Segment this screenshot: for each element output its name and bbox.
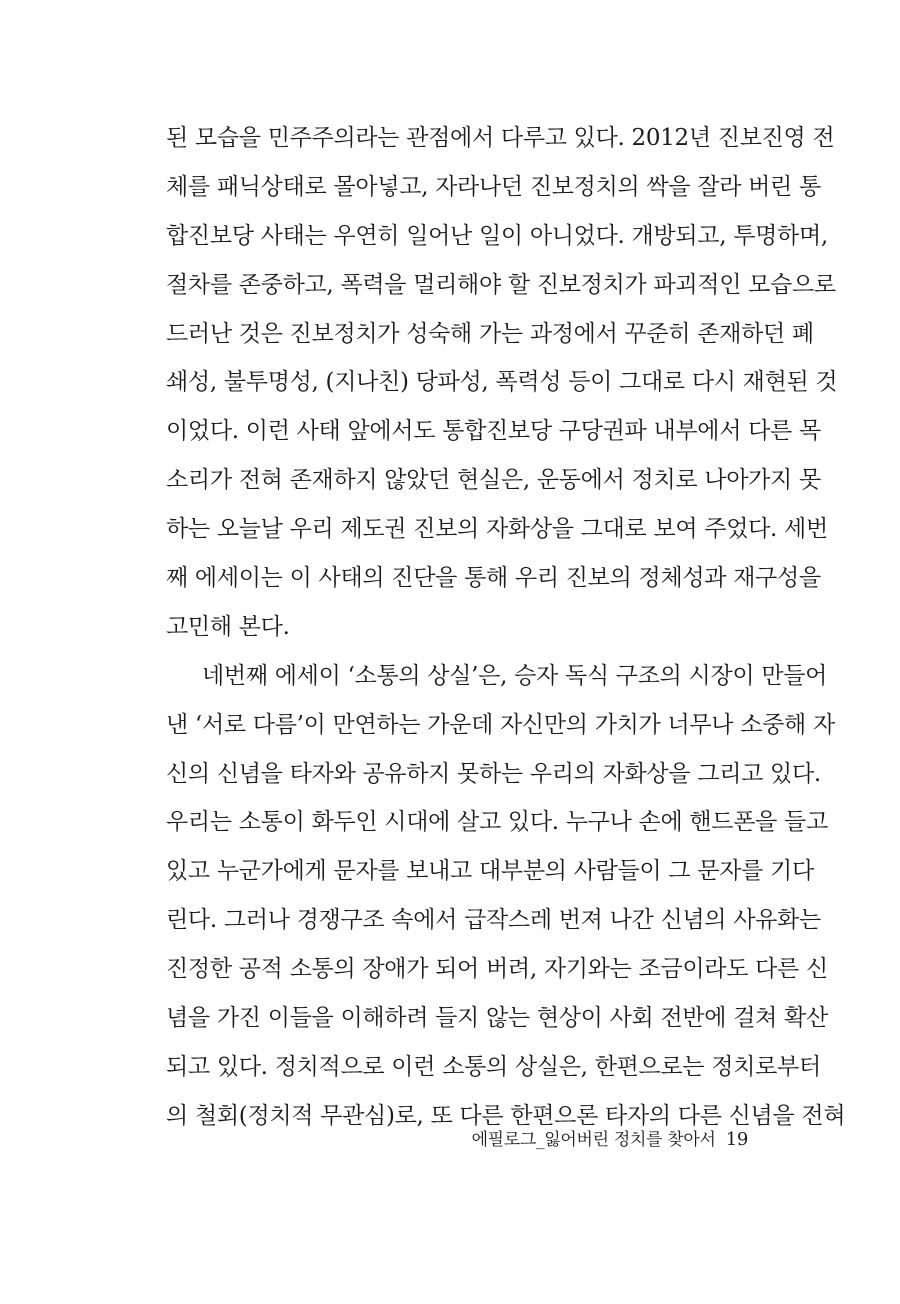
text-line: 소리가 전혀 존재하지 않았던 현실은, 운동에서 정치로 나아가지 못 xyxy=(166,467,821,494)
text-line: 절차를 존중하고, 폭력을 멀리해야 할 진보정치가 파괴적인 모습으로 xyxy=(166,271,836,298)
text-line: 린다. 그러나 경쟁구조 속에서 급작스레 번져 나간 신념의 사유화는 xyxy=(166,907,821,934)
text-line: 념을 가진 이들을 이해하려 들지 않는 현상이 사회 전반에 걸쳐 확산 xyxy=(166,1005,828,1032)
text-line: 된 모습을 민주주의라는 관점에서 다루고 있다. 2012년 진보진영 전 xyxy=(166,125,835,151)
text-line: 합진보당 사태는 우연히 일어난 일이 아니었다. 개방되고, 투명하며, xyxy=(166,222,828,249)
text-line: 체를 패닉상태로 몰아넣고, 자라나던 진보정치의 싹을 잘라 버린 통 xyxy=(166,173,821,200)
text-line: 쇄성, 불투명성, (지나친) 당파성, 폭력성 등이 그대로 다시 재현된 것 xyxy=(166,369,838,396)
text-line: 의 철회(정치적 무관심)로, 또 다른 한편으론 타자의 다른 신념을 전혀 xyxy=(166,1102,846,1129)
paragraph xyxy=(166,114,838,652)
text-line: 이었다. 이런 사태 앞에서도 통합진보당 구당권파 내부에서 다른 목 xyxy=(166,418,821,445)
text-line: 하는 오늘날 우리 제도권 진보의 자화상을 그대로 보여 주었다. 세번 xyxy=(166,516,828,543)
page-footer xyxy=(472,1128,748,1152)
text-line: 낸 ‘서로 다름’이 만연하는 가운데 자신만의 가치가 너무나 소중해 자 xyxy=(166,711,835,738)
text-line: 드러난 것은 진보정치가 성숙해 가는 과정에서 꾸준히 존재하던 폐 xyxy=(166,320,814,347)
text-line: 진정한 공적 소통의 장애가 되어 버려, 자기와는 조금이라도 다른 신 xyxy=(166,956,828,983)
text-line: 고민해 본다. xyxy=(166,613,290,640)
text-line: 되고 있다. 정치적으로 이런 소통의 상실은, 한편으로는 정치로부터 xyxy=(166,1053,821,1080)
page-number: 19 xyxy=(725,1129,748,1150)
text-line: 우리는 소통이 화두인 시대에 살고 있다. 누구나 손에 핸드폰을 들고 xyxy=(166,809,828,836)
text-line: 네번째 에세이 ‘소통의 상실’은, 승자 독식 구조의 시장이 만들어 xyxy=(202,662,828,689)
running-head: 에필로그_잃어버린 정치를 찾아서 xyxy=(471,1130,716,1150)
body-text xyxy=(166,114,846,1141)
text-line: 째 에세이는 이 사태의 진단을 통해 우리 진보의 정체성과 재구성을 xyxy=(166,565,821,592)
paragraph xyxy=(166,652,846,1141)
text-line: 있고 누군가에게 문자를 보내고 대부분의 사람들이 그 문자를 기다 xyxy=(166,858,814,885)
text-line: 신의 신념을 타자와 공유하지 못하는 우리의 자화상을 그리고 있다. xyxy=(166,760,821,787)
